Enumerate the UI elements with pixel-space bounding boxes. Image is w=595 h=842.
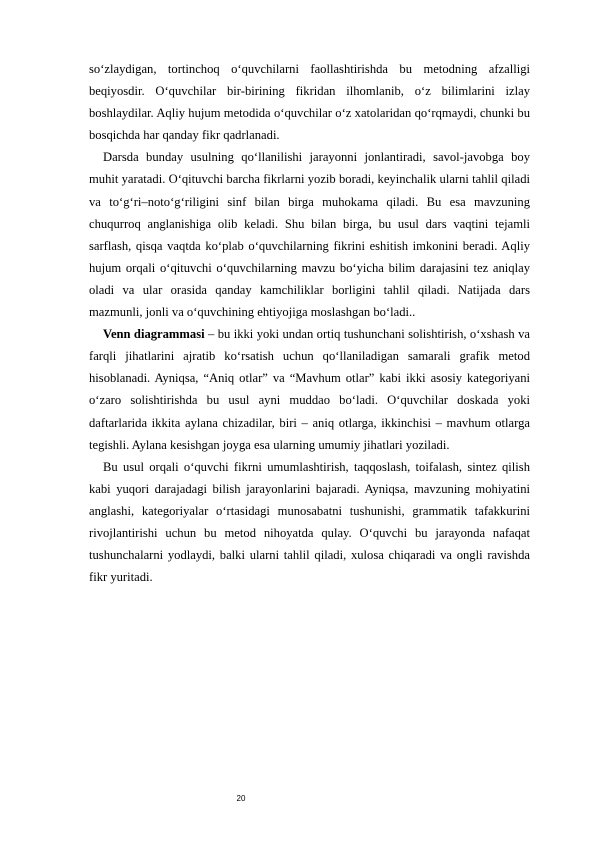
term-venn-diagram: Venn diagrammasi xyxy=(103,327,205,342)
body-text xyxy=(89,58,530,588)
paragraph-3 xyxy=(89,323,530,456)
paragraph-1: so‘zlaydigan, tortinchoq o‘quvchilarni faollashtirishda bu metodning afzalligi beqiyosdir. O‘quvchilar bir-birining fikridan ilhomlanib, o‘z bilimlarini izlay boshlaydilar. Aqliy hujum metodida o‘quvchilar o‘z xatolaridan qo‘rqmaydi, chunki bu bosqichda har qanday fikr qadrlanadi. xyxy=(89,62,530,143)
page-number: 20 xyxy=(236,794,246,803)
paragraph-3-text: – bu ikki yoki undan ortiq tushunchani solishtirish, o‘xshash va farqli jihatlarini ajratib ko‘rsatish uchun qo‘llaniladigan samarali grafik metod hisoblanadi. Ayniqsa, “Aniq otlar” va “Mavhum otlar” kabi ikki asosiy kategoriyani o‘zaro solishtirishda bu usul ayni muddao bo‘ladi. O‘quvchilar doskada yoki daftarlarida ikkita aylana chizadilar, biri – aniq otlarga, ikkinchisi – mavhum otlarga tegishli. Aylana kesishgan joyga esa ularning umumiy jihatlari yoziladi. xyxy=(89,327,530,452)
paragraph-2: Darsda bunday usulning qo‘llanilishi jarayonni jonlantiradi, savol-javobga boy muhit yaratadi. O‘qituvchi barcha fikrlarni yozib boradi, keyinchalik ularni tahlil qiladi va to‘g‘ri–noto‘g‘riligini sinf bilan birga muhokama qiladi. Bu esa mavzuning chuqurroq anglanishiga olib keladi. Shu bilan birga, bu usul dars vaqtini tejamli sarflash, qisqa vaqtda ko‘plab o‘quvchilarning fikrini eshitish imkonini beradi. Aqliy hujum orqali o‘qituvchi o‘quvchilarning mavzu bo‘yicha bilim darajasini tez aniqlay oladi va ular orasida qanday kamchiliklar borligini tahlil qiladi. Natijada dars mazmunli, jonli va o‘quvchining ehtiyojiga moslashgan bo‘ladi.. xyxy=(89,150,530,320)
paragraph-4: Bu usul orqali o‘quvchi fikrni umumlashtirish, taqqoslash, toifalash, sintez qilish kabi yuqori darajadagi bilish jarayonlarini bajaradi. Ayniqsa, mavzuning mohiyatini anglashi, kategoriyalar o‘rtasidagi munosabatni tushunishi, grammatik tafakkurini rivojlantirishi uchun bu metod nihoyatda qulay. O‘quvchi bu jarayonda nafaqat tushunchalarni yodlaydi, balki ularni tahlil qiladi, xulosa chiqaradi va ongli ravishda fikr yuritadi. xyxy=(89,459,530,585)
